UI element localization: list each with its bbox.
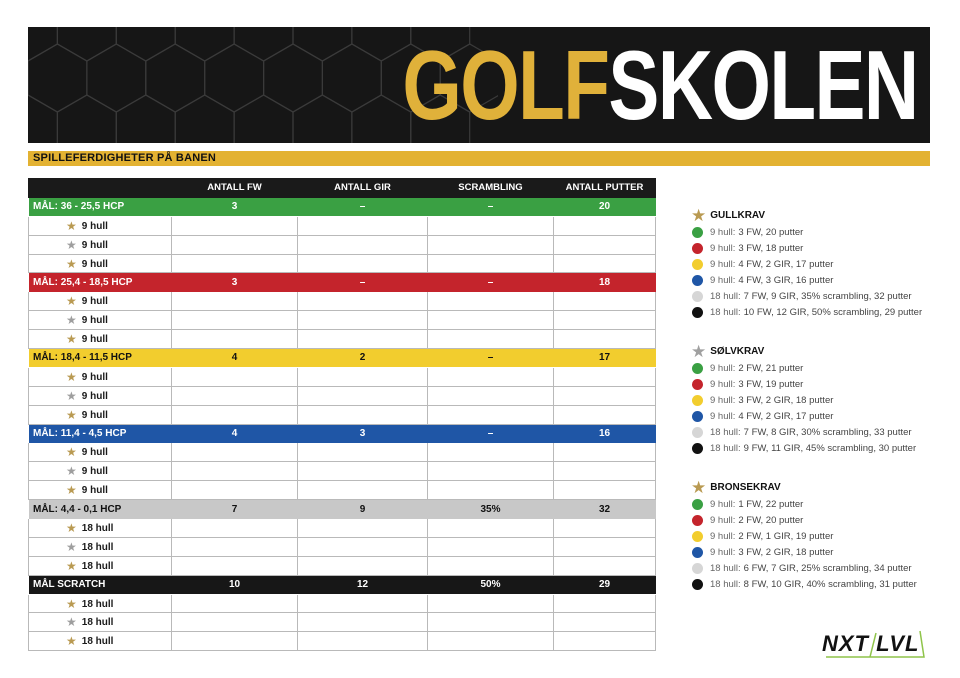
input-cell[interactable] bbox=[172, 556, 298, 575]
round-label bbox=[29, 367, 172, 386]
legend-requirement: 4 FW, 2 GIR, 17 putter bbox=[738, 410, 834, 422]
goal-row bbox=[29, 500, 656, 519]
goal-row bbox=[29, 197, 656, 216]
table-row bbox=[29, 594, 656, 613]
round-label bbox=[29, 481, 172, 500]
round-text: 18 hull bbox=[81, 522, 114, 534]
legend-item bbox=[691, 424, 916, 440]
input-cell[interactable] bbox=[172, 519, 298, 538]
round-label bbox=[29, 594, 172, 613]
round-text: 18 hull bbox=[81, 617, 114, 629]
input-cell[interactable] bbox=[554, 481, 656, 500]
input-cell[interactable] bbox=[298, 235, 428, 254]
color-dot-icon bbox=[692, 259, 703, 270]
table-header-row bbox=[29, 179, 656, 198]
input-cell[interactable] bbox=[554, 537, 656, 556]
legend-item bbox=[691, 496, 917, 512]
logo-text: NXT LVL bbox=[822, 631, 920, 656]
round-text: 18 hull bbox=[81, 636, 114, 648]
legend-item bbox=[691, 512, 917, 528]
round-label bbox=[29, 216, 172, 235]
table-row bbox=[29, 519, 656, 538]
input-cell[interactable] bbox=[298, 632, 428, 651]
round-label bbox=[29, 556, 172, 575]
round-text: 18 hull bbox=[81, 560, 114, 572]
legend-item bbox=[691, 288, 922, 304]
brand-golf: GOLF bbox=[402, 30, 609, 140]
table-row bbox=[29, 556, 656, 575]
round-label bbox=[29, 254, 172, 273]
round-label bbox=[29, 519, 172, 538]
goal-value: 4 bbox=[172, 424, 298, 443]
input-cell[interactable] bbox=[554, 405, 656, 424]
input-cell[interactable] bbox=[298, 330, 428, 349]
table-row bbox=[29, 235, 656, 254]
input-cell[interactable] bbox=[428, 311, 554, 330]
goal-row bbox=[29, 273, 656, 292]
legend-requirement: 9 FW, 11 GIR, 45% scrambling, 30 putter bbox=[743, 442, 917, 454]
input-cell[interactable] bbox=[554, 556, 656, 575]
legend-item bbox=[691, 240, 922, 256]
input-cell[interactable] bbox=[554, 613, 656, 632]
legend-requirement: 3 FW, 2 GIR, 18 putter bbox=[738, 394, 834, 406]
color-dot-icon bbox=[692, 563, 703, 574]
star-icon: ★ bbox=[66, 464, 77, 479]
legend-section bbox=[691, 206, 922, 320]
goal-label: MÅL SCRATCH bbox=[29, 575, 172, 594]
legend-holes: 18 hull: bbox=[710, 426, 741, 438]
legend-holes: 18 hull: bbox=[710, 562, 741, 574]
round-label bbox=[29, 462, 172, 481]
legend-item bbox=[691, 360, 916, 376]
legend-requirement: 2 FW, 21 putter bbox=[738, 362, 804, 374]
round-text: 18 hull bbox=[81, 541, 114, 553]
round-text: 9 hull bbox=[81, 485, 108, 497]
round-text: 9 hull bbox=[81, 371, 108, 383]
input-cell[interactable] bbox=[298, 613, 428, 632]
legend-section bbox=[691, 342, 916, 456]
round-text: 9 hull bbox=[81, 296, 108, 308]
color-dot-icon bbox=[692, 243, 703, 254]
legend-requirement: 6 FW, 7 GIR, 25% scrambling, 34 putter bbox=[743, 562, 912, 574]
goal-value: 35% bbox=[428, 500, 554, 519]
legend-requirement: 3 FW, 20 putter bbox=[738, 226, 804, 238]
goal-value: 12 bbox=[298, 575, 428, 594]
legend-holes: 18 hull: bbox=[710, 290, 741, 302]
input-cell[interactable] bbox=[554, 386, 656, 405]
table-row bbox=[29, 462, 656, 481]
input-cell[interactable] bbox=[172, 462, 298, 481]
color-dot-icon bbox=[692, 547, 703, 558]
legend-holes: 9 hull: bbox=[710, 530, 736, 542]
input-cell[interactable] bbox=[428, 462, 554, 481]
legend-holes: 9 hull: bbox=[710, 258, 736, 270]
color-dot-icon bbox=[692, 379, 703, 390]
legend-item bbox=[691, 376, 916, 392]
input-cell[interactable] bbox=[554, 330, 656, 349]
star-icon: ★ bbox=[66, 558, 77, 573]
legend-requirement: 3 FW, 19 putter bbox=[738, 378, 804, 390]
input-cell[interactable] bbox=[298, 481, 428, 500]
skills-table bbox=[28, 178, 656, 651]
table-row bbox=[29, 367, 656, 386]
goal-value: 17 bbox=[554, 349, 656, 368]
table-row bbox=[29, 537, 656, 556]
input-cell[interactable] bbox=[172, 613, 298, 632]
input-cell[interactable] bbox=[298, 292, 428, 311]
legend-requirement: 4 FW, 2 GIR, 17 putter bbox=[738, 258, 834, 270]
table-row bbox=[29, 632, 656, 651]
table-row bbox=[29, 443, 656, 462]
legend-holes: 18 hull: bbox=[710, 306, 741, 318]
table-row bbox=[29, 330, 656, 349]
legend-item bbox=[691, 560, 917, 576]
round-text: 9 hull bbox=[81, 220, 108, 232]
input-cell[interactable] bbox=[172, 594, 298, 613]
round-text: 18 hull bbox=[81, 598, 114, 610]
star-icon: ★ bbox=[691, 205, 707, 225]
input-cell[interactable] bbox=[172, 386, 298, 405]
color-dot-icon bbox=[692, 227, 703, 238]
goal-value: 4 bbox=[172, 349, 298, 368]
input-cell[interactable] bbox=[554, 311, 656, 330]
header-cell bbox=[29, 179, 172, 198]
goal-value: 18 bbox=[554, 273, 656, 292]
round-text: 9 hull bbox=[81, 466, 108, 478]
input-cell[interactable] bbox=[172, 481, 298, 500]
legend-holes: 18 hull: bbox=[710, 442, 741, 454]
input-cell[interactable] bbox=[428, 594, 554, 613]
section-title: SPILLEFERDIGHETER PÅ BANEN bbox=[33, 152, 217, 164]
color-dot-icon bbox=[692, 499, 703, 510]
goal-label: MÅL: 11,4 - 4,5 HCP bbox=[29, 424, 172, 443]
star-icon: ★ bbox=[66, 445, 77, 460]
input-cell[interactable] bbox=[428, 235, 554, 254]
input-cell[interactable] bbox=[172, 235, 298, 254]
legend-holes: 9 hull: bbox=[710, 226, 736, 238]
input-cell[interactable] bbox=[172, 367, 298, 386]
round-text: 9 hull bbox=[81, 409, 108, 421]
brand-logo-text bbox=[403, 31, 918, 139]
color-dot-icon bbox=[692, 427, 703, 438]
table-row bbox=[29, 292, 656, 311]
goal-label: MÅL: 18,4 - 11,5 HCP bbox=[29, 349, 172, 368]
input-cell[interactable] bbox=[428, 330, 554, 349]
legend-holes: 9 hull: bbox=[710, 362, 736, 374]
star-icon: ★ bbox=[691, 341, 707, 361]
legend-item bbox=[691, 304, 922, 320]
legend-title bbox=[691, 478, 917, 496]
legend-item bbox=[691, 256, 922, 272]
color-dot-icon bbox=[692, 291, 703, 302]
input-cell[interactable] bbox=[172, 537, 298, 556]
goal-row bbox=[29, 424, 656, 443]
round-label bbox=[29, 311, 172, 330]
color-dot-icon bbox=[692, 443, 703, 454]
star-icon: ★ bbox=[66, 369, 77, 384]
input-cell[interactable] bbox=[298, 537, 428, 556]
input-cell[interactable] bbox=[298, 254, 428, 273]
star-icon: ★ bbox=[66, 596, 77, 611]
goal-label: MÅL: 25,4 - 18,5 HCP bbox=[29, 273, 172, 292]
color-dot-icon bbox=[692, 275, 703, 286]
input-cell[interactable] bbox=[428, 405, 554, 424]
header-cell: ANTALL FW bbox=[172, 179, 298, 198]
table-row bbox=[29, 481, 656, 500]
legend-section bbox=[691, 478, 917, 592]
table-row bbox=[29, 254, 656, 273]
goal-value: 3 bbox=[172, 273, 298, 292]
color-dot-icon bbox=[692, 363, 703, 374]
star-icon: ★ bbox=[66, 388, 77, 403]
star-icon: ★ bbox=[66, 615, 77, 630]
goal-value: 9 bbox=[298, 500, 428, 519]
header-banner bbox=[28, 27, 930, 143]
color-dot-icon bbox=[692, 411, 703, 422]
star-icon: ★ bbox=[66, 332, 77, 347]
legend-holes: 9 hull: bbox=[710, 274, 736, 286]
legend-requirement: 1 FW, 22 putter bbox=[738, 498, 804, 510]
goal-value: – bbox=[428, 273, 554, 292]
goal-value: – bbox=[428, 197, 554, 216]
round-text: 9 hull bbox=[81, 258, 108, 270]
table-row bbox=[29, 405, 656, 424]
legend-holes: 9 hull: bbox=[710, 498, 736, 510]
color-dot-icon bbox=[692, 531, 703, 542]
input-cell[interactable] bbox=[298, 556, 428, 575]
goal-row bbox=[29, 575, 656, 594]
goal-row bbox=[29, 349, 656, 368]
goal-value: 50% bbox=[428, 575, 554, 594]
legend-holes: 9 hull: bbox=[710, 394, 736, 406]
legend-requirement: 3 FW, 18 putter bbox=[738, 242, 804, 254]
round-label bbox=[29, 632, 172, 651]
legend-item bbox=[691, 408, 916, 424]
legend-requirement: 3 FW, 2 GIR, 18 putter bbox=[738, 546, 834, 558]
input-cell[interactable] bbox=[554, 443, 656, 462]
round-label bbox=[29, 405, 172, 424]
star-icon: ★ bbox=[66, 407, 77, 422]
star-icon: ★ bbox=[66, 539, 77, 554]
round-text: 9 hull bbox=[81, 390, 108, 402]
legend-title-text: BRONSEKRAV bbox=[710, 481, 781, 493]
table-row bbox=[29, 386, 656, 405]
input-cell[interactable] bbox=[172, 254, 298, 273]
round-label bbox=[29, 443, 172, 462]
legend-title-text: SØLVKRAV bbox=[710, 345, 765, 357]
legend-title bbox=[691, 206, 922, 224]
table-row bbox=[29, 613, 656, 632]
input-cell[interactable] bbox=[554, 292, 656, 311]
legend-holes: 9 hull: bbox=[710, 378, 736, 390]
input-cell[interactable] bbox=[554, 519, 656, 538]
goal-label: MÅL: 36 - 25,5 HCP bbox=[29, 197, 172, 216]
legend-holes: 9 hull: bbox=[710, 242, 736, 254]
input-cell[interactable] bbox=[554, 632, 656, 651]
legend-item bbox=[691, 224, 922, 240]
star-icon: ★ bbox=[66, 483, 77, 498]
legend-holes: 9 hull: bbox=[710, 410, 736, 422]
legend-item bbox=[691, 440, 916, 456]
goal-value: – bbox=[428, 349, 554, 368]
goal-value: – bbox=[298, 273, 428, 292]
input-cell[interactable] bbox=[298, 311, 428, 330]
star-icon: ★ bbox=[66, 313, 77, 328]
table-row bbox=[29, 216, 656, 235]
star-icon: ★ bbox=[66, 520, 77, 535]
input-cell[interactable] bbox=[428, 367, 554, 386]
star-icon: ★ bbox=[66, 634, 77, 649]
round-text: 9 hull bbox=[81, 447, 108, 459]
input-cell[interactable] bbox=[428, 613, 554, 632]
goal-label: MÅL: 4,4 - 0,1 HCP bbox=[29, 500, 172, 519]
legend-item bbox=[691, 528, 917, 544]
input-cell[interactable] bbox=[172, 330, 298, 349]
star-icon: ★ bbox=[691, 477, 707, 497]
input-cell[interactable] bbox=[428, 443, 554, 462]
goal-value: 20 bbox=[554, 197, 656, 216]
input-cell[interactable] bbox=[298, 367, 428, 386]
round-label bbox=[29, 292, 172, 311]
goal-value: 2 bbox=[298, 349, 428, 368]
color-dot-icon bbox=[692, 307, 703, 318]
goal-value: 32 bbox=[554, 500, 656, 519]
star-icon: ★ bbox=[66, 218, 77, 233]
input-cell[interactable] bbox=[298, 405, 428, 424]
round-label bbox=[29, 386, 172, 405]
input-cell[interactable] bbox=[428, 519, 554, 538]
input-cell[interactable] bbox=[298, 386, 428, 405]
input-cell[interactable] bbox=[428, 632, 554, 651]
round-text: 9 hull bbox=[81, 334, 108, 346]
input-cell[interactable] bbox=[172, 443, 298, 462]
round-label bbox=[29, 613, 172, 632]
input-cell[interactable] bbox=[554, 254, 656, 273]
input-cell[interactable] bbox=[554, 367, 656, 386]
legend-holes: 9 hull: bbox=[710, 546, 736, 558]
input-cell[interactable] bbox=[554, 594, 656, 613]
round-label bbox=[29, 537, 172, 556]
input-cell[interactable] bbox=[172, 632, 298, 651]
goal-value: – bbox=[428, 424, 554, 443]
brand-skolen: SKOLEN bbox=[608, 30, 918, 140]
input-cell[interactable] bbox=[298, 462, 428, 481]
legend-requirement: 8 FW, 10 GIR, 40% scrambling, 31 putter bbox=[743, 578, 917, 590]
legend-requirement: 4 FW, 3 GIR, 16 putter bbox=[738, 274, 834, 286]
legend-holes: 9 hull: bbox=[710, 514, 736, 526]
header-cell: ANTALL PUTTER bbox=[554, 179, 656, 198]
round-text: 9 hull bbox=[81, 239, 108, 251]
legend-holes: 18 hull: bbox=[710, 578, 741, 590]
input-cell[interactable] bbox=[172, 311, 298, 330]
input-cell[interactable] bbox=[428, 254, 554, 273]
color-dot-icon bbox=[692, 395, 703, 406]
legend-title-text: GULLKRAV bbox=[710, 209, 766, 221]
goal-value: 3 bbox=[298, 424, 428, 443]
input-cell[interactable] bbox=[428, 216, 554, 235]
star-icon: ★ bbox=[66, 237, 77, 252]
goal-value: – bbox=[298, 197, 428, 216]
input-cell[interactable] bbox=[554, 216, 656, 235]
input-cell[interactable] bbox=[428, 537, 554, 556]
star-icon: ★ bbox=[66, 256, 77, 271]
legend-requirement: 10 FW, 12 GIR, 50% scrambling, 29 putter bbox=[743, 306, 923, 318]
input-cell[interactable] bbox=[172, 405, 298, 424]
input-cell[interactable] bbox=[298, 594, 428, 613]
goal-value: 10 bbox=[172, 575, 298, 594]
legend-item bbox=[691, 544, 917, 560]
input-cell[interactable] bbox=[554, 462, 656, 481]
input-cell[interactable] bbox=[298, 443, 428, 462]
legend-title bbox=[691, 342, 916, 360]
goal-value: 3 bbox=[172, 197, 298, 216]
header-cell: SCRAMBLING bbox=[428, 179, 554, 198]
input-cell[interactable] bbox=[172, 216, 298, 235]
goal-value: 29 bbox=[554, 575, 656, 594]
goal-value: 7 bbox=[172, 500, 298, 519]
input-cell[interactable] bbox=[554, 235, 656, 254]
legend-requirement: 7 FW, 9 GIR, 35% scrambling, 32 putter bbox=[743, 290, 912, 302]
legend-item bbox=[691, 392, 916, 408]
input-cell[interactable] bbox=[172, 292, 298, 311]
round-label bbox=[29, 330, 172, 349]
legend-item bbox=[691, 576, 917, 592]
header-cell: ANTALL GIR bbox=[298, 179, 428, 198]
round-text: 9 hull bbox=[81, 315, 108, 327]
input-cell[interactable] bbox=[298, 519, 428, 538]
star-icon: ★ bbox=[66, 294, 77, 309]
round-label bbox=[29, 235, 172, 254]
color-dot-icon bbox=[692, 579, 703, 590]
input-cell[interactable] bbox=[428, 481, 554, 500]
legend-requirement: 2 FW, 20 putter bbox=[738, 514, 804, 526]
nxt-lvl-logo bbox=[820, 627, 928, 661]
table-row bbox=[29, 311, 656, 330]
legend-item bbox=[691, 272, 922, 288]
input-cell[interactable] bbox=[428, 556, 554, 575]
input-cell[interactable] bbox=[428, 292, 554, 311]
goal-value: 16 bbox=[554, 424, 656, 443]
input-cell[interactable] bbox=[428, 386, 554, 405]
input-cell[interactable] bbox=[298, 216, 428, 235]
legend-requirement: 7 FW, 8 GIR, 30% scrambling, 33 putter bbox=[743, 426, 912, 438]
color-dot-icon bbox=[692, 515, 703, 526]
legend-requirement: 2 FW, 1 GIR, 19 putter bbox=[738, 530, 834, 542]
